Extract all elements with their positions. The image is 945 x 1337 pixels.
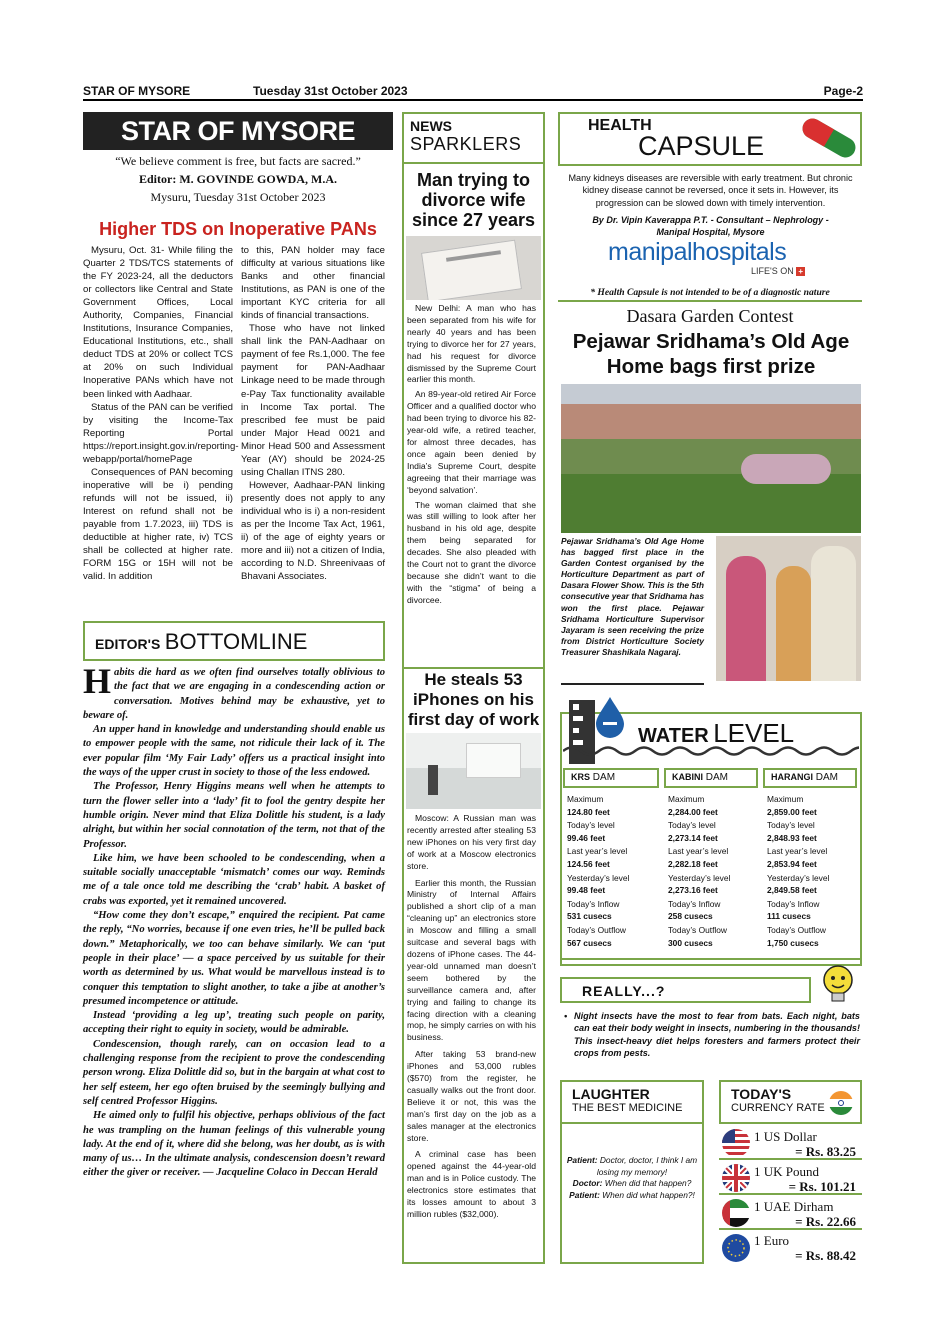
label-small: NEWS [410,118,452,134]
water-divider [562,958,860,960]
drop-cap: H [83,661,112,701]
health-label-big: CAPSULE [638,131,765,161]
us-flag-icon [721,1128,751,1158]
tds-headline: Higher TDS on Inoperative PANs [99,219,377,239]
editorial-paragraph: The Professor, Henry Higgins means well when he attempts to turn the flower seller into a ‘lady’ fit to fool the gentry despite her humble origin. Never mind that Eliza Dolittle his student, is a lady alright, but within her social connotation of the term, not that of the Professor. [83,781,385,850]
editorial-paragraph: Instead ‘providing a leg up’, treating such people on parity, accepting their right to equity in society, would be admirable. [83,1010,385,1036]
dasara-kicker: Dasara Garden Contest [626,306,794,326]
news-2-body [407,813,536,1221]
capsule-icon [796,112,862,164]
really-label: REALLY...? [560,977,811,1003]
header-page-number: Page-2 [823,84,863,98]
tds-paragraph: However, Aadhaar-PAN linking presently does not apply to any individual who is i) a non-resident as per the Income Tax Act, 1961, ii) of the age of eighty years or more and iii) not a citizen of India, according to N.D. Shreenivaas of Bhavani Associates. [241,479,385,583]
prize-photo [716,536,861,681]
editors-bottomline-body [83,661,385,1181]
currency-rate-eur [719,1231,862,1264]
tds-column-1 [83,244,239,583]
currency-name: 1 UAE Dirham [754,1199,834,1214]
news-paragraph: An 89-year-old retired Air Force Officer and a qualified doctor who had been trying to divorce his 82-year-old wife, a retired teacher, for almost three decades, has once again been denied by India’s Supreme Court, despite agreeing that their marriage was ‘beyond salvation’. [407,389,536,495]
lightbulb-icon [815,962,861,1008]
really-fact: • Night insects have the most to fear from bats. Each night, bats can eat their body weight in insects, numbering in the thousands! This insect-heavy diet helps foresters and farmers protect their crops from pests. [564,1011,860,1059]
water-waves-icon [563,744,859,758]
label-thin: LEVEL [713,718,795,748]
news-sparklers-label [404,114,543,164]
currency-rate-usd [719,1126,862,1160]
health-divider [558,300,862,302]
currency-rate-aed [719,1196,862,1230]
garden-photo [561,384,861,533]
health-disclaimer: * Health Capsule is not intended to be of a diagnostic nature [590,287,830,298]
tds-paragraph: Mysuru, Oct. 31- While filing the Quarter 2 TDS/TCS statements of the FY 2023-24, all the deductors or collectors like Central and State Government Offices, Local Authority, Companies, Financial Institutions, Insurance Companies, Educational Institutions, etc., shall deduct TDS at 20% or collect TCS at 20% on such Individual Inoperative PANs which have not been linked with Aadhaar. [83,245,233,400]
currency-name: 1 US Dollar [754,1129,817,1144]
dam-stats: Maximum 2,284.00 feet Today’s level 2,273.14 feet Last year’s level 2,282.18 feet Yesterday’s level 2,273.16 feet Today’s Inflow 258 cusecs Today’s Outflow 300 cusecs [668,794,731,948]
masthead-editor: Editor: M. GOVINDE GOWDA, M.A. [139,172,337,186]
dasara-divider [561,683,704,685]
masthead [83,112,393,205]
laughter-label [560,1080,704,1124]
manipal-tagline: LIFE'S ON + [751,266,805,276]
label-thin: CURRENCY RATE [731,1102,825,1114]
label-big: SPARKLERS [410,134,522,154]
dam-krs [563,768,659,954]
currency-value: = Rs. 22.66 [795,1214,856,1229]
store-cctv-photo [406,733,541,809]
label-bold: TODAY'S [731,1086,792,1102]
bullet-icon: • [564,1011,568,1021]
label-bold: WATER [638,725,709,747]
uae-flag-icon [721,1198,751,1228]
manipal-logo: manipalhospitals [608,238,787,266]
tds-paragraph: Consequences of PAN becoming inoperative will be i) pending refunds will not be issued, ii) Interest on refund shall not be payable from 1.7.2023, iii) TDS is deductible at higher rate, iv) TCS shall be collected at higher rate. FORM 15G or 15H will not be valid. In addition [83,466,233,583]
currency-value: = Rs. 101.21 [788,1179,856,1194]
news-divider [404,667,543,669]
water-drop-icon [593,695,627,739]
news-paragraph: After taking 53 brand-new iPhones and 53,000 rubles ($570) from the register, he casually walks out the front door. Believe it or not, this was the man’s first day on the job as a sales manager at the electronics store. [407,1049,536,1143]
dasara-caption: Pejawar Sridhama’s Old Age Home has bagged first place in the Garden Contest organised by the Horticulture Department as part of Dasara Flower Show. This is the 5th consecutive year that Sridhama has won the first place. Pejawar Sridhama Horticulture Supervisor Jayaram is seen receiving the prize from District Horticulture Society Treasurer Shashikala Nagaraj. [561,536,704,657]
dasara-headline: Pejawar Sridhama’s Old Age Home bags first prize [572,330,850,378]
currency-rate-gbp [719,1161,862,1195]
uk-flag-icon [721,1163,751,1193]
tds-paragraph: to this, PAN holder may face difficulty at various situations like Banks and other financial Institutions, as PAN is one of the important KYC criteria for all kinds of financial transactions. [241,245,385,322]
news-paragraph: A criminal case has been opened against the 44-year-old man and is in Police custody. The electronics store estimates that its losses amount to about 3 million rubles ($32,000). [407,1149,536,1219]
label-bold: LAUGHTER [572,1086,650,1102]
label-thin: THE BEST MEDICINE [572,1102,683,1114]
dam-stats: Maximum 2,859.00 feet Today’s level 2,848.93 feet Last year’s level 2,853.94 feet Yesterday’s level 2,849.58 feet Today’s Inflow 111 cusecs Today’s Outflow 1,750 cusecs [767,794,830,948]
joke-line: Doctor: When did that happen? [572,1178,692,1189]
dam-stats: Maximum 124.80 feet Today’s level 99.46 feet Last year’s level 124.56 feet Yesterday’s level 99.48 feet Today’s Inflow 531 cusecs Today’s Outflow 567 cusecs [567,794,630,948]
eu-flag-icon [721,1233,751,1263]
header-date: Tuesday 31st October 2023 [253,84,408,98]
currency-value: = Rs. 88.42 [795,1248,856,1263]
editorial-paragraph: Condescension, though rarely, can on occasion lead to a challenging response from the recipient to prove the condescending person wrong. Eliza Dolittle did so, but in the bargain at what cost to her self esteem, her ego often bruised by the seemingly bullying and self centred Professor Higgins. [83,1038,385,1107]
dam-name-tab: KRS DAM [563,768,659,788]
currency-name: 1 Euro [754,1233,790,1248]
masthead-title: STAR OF MYSORE [83,112,393,150]
page-header [83,83,863,101]
label-big: BOTTOMLINE [164,629,308,654]
news-2-headline: He steals 53 iPhones on his first day of work [407,670,540,729]
news-paragraph: New Delhi: A man who has been separated from his wife for nearly 40 years and has been trying to divorce her for 27 years, had his request for divorce dismissed by the Supreme Court earlier this month. [407,303,536,385]
editors-bottomline-label [83,621,385,661]
editorial-paragraph: “How come they don’t escape,” enquired the recipient. Pat came the reply, “No worries, because if one even tries, he’ll be pulled back down.” Metaphorically, we too can behave similarly. We can ‘put people in their place’ — a space perceived by us suitable for their worth as determined by us. What would be marvellous instead is to conquer this temptation to slight another, to take a jibe at another’s presumed incompetence or attitude. [83,910,385,1007]
editorial-paragraph: An upper hand in knowledge and understanding should enable us to empower people with the same, not ridicule their lack of it. The ever popular film ‘My Fair Lady’ offers us a practical insight into the ways of the upper crust in society to those of the less endowed. [83,724,385,779]
health-body: Many kidneys diseases are reversible with early treatment. But chronic kidney disease cannot be reversed, once it sets in. However, its progression can be slowed down with timely intervention. [568,173,853,208]
dam-harangi [763,768,857,954]
dam-name-tab: HARANGI DAM [763,768,857,788]
dam-kabini [664,768,758,954]
label-small: EDITOR'S [95,636,161,652]
india-flag-icon [828,1090,854,1116]
news-1-body [407,303,536,607]
tds-column-2 [241,244,385,583]
editorial-paragraph: He aimed only to fulfil his objective, perhaps oblivious of the fact he was trampling on the human feelings of this vulnerable young lady. At the end of it, where did she belong, was her doubt, as is with many of us… In the ultimate analysis, condescension doesn’t reward either the giver or receiver. — Jacqueline Colaco in Deccan Herald [83,1110,385,1179]
tds-paragraph: Those who have not linked shall link the PAN-Aadhaar on payment of fee Rs.1,000. The fee payment for PAN-Aadhaar Linkage need to be made through e-Pay Tax functionality available in Income Tax portal. The prescribed fee must be paid under Major Head 0021 and Minor Head 500 and Assessment Year (AY) should be 2024-25 using Challan ITNS 280. [241,323,385,478]
health-label-small: HEALTH [588,117,652,134]
tds-paragraph: Status of the PAN can be verified by visiting the Income-Tax Reporting Portal https://report.insight.gov.in/reporting-webapp/portal/homePage [83,401,239,465]
masthead-dateline: Mysuru, Tuesday 31st October 2023 [150,190,326,204]
divorce-certificate-photo [406,236,541,300]
joke-line: Patient: When did what happen?! [569,1189,695,1200]
header-paper-name: STAR OF MYSORE [83,84,191,98]
currency-name: 1 UK Pound [754,1164,820,1179]
news-paragraph: Moscow: A Russian man was recently arrested after stealing 53 new iPhones on his very first day of work at a Moscow electronics store. [407,813,536,871]
laughter-joke [563,1155,701,1201]
joke-line: Patient: Doctor, doctor, I think I am losing my memory! [566,1155,698,1177]
news-paragraph: The woman claimed that she was still willing to look after her husband in his old age, despite them being separated for decades. She also pleaded with the Court not to grant the divorce because she didn’t want to die with the “stigma” of being a divorcee. [407,499,536,605]
dam-name-tab: KABINI DAM [664,768,758,788]
currency-value: = Rs. 83.25 [795,1144,856,1159]
news-1-headline: Man trying to divorce wife since 27 years [411,170,536,230]
health-byline: By Dr. Vipin Kaverappa P.T. - Consultant – Nephrology - Manipal Hospital, Mysore [592,215,829,237]
news-paragraph: Earlier this month, the Russian Ministry of Internal Affairs published a short clip of a man “cleaning up” an electronics store in Moscow and filling a small suitcase and several bags with dozens of iPhone cases. The 44-year-old unnamed man doesn’t seem bothered by the surveillance camera and, after trying and failing to change its facing direction with a cleaning mop, he simply carries on with his business. [407,877,536,1043]
editorial-paragraph: Like him, we have been schooled to be condescending, when a suitable socially unacceptable ‘mismatch’ comes our way. Reminds me of a tale once told me describing the ‘crab’ habit. A basket of crabs was exported, yet it remained uncovered. [83,852,385,907]
masthead-motto: “We believe comment is free, but facts are sacred.” [115,154,361,168]
plus-icon: + [796,267,805,276]
editorial-paragraph: Habits die hard as we often find ourselves totally oblivious to the fact that we are engaging in a condescending action or conversation. Motives behind may be exhaustive, yet to beware of. [83,661,385,721]
